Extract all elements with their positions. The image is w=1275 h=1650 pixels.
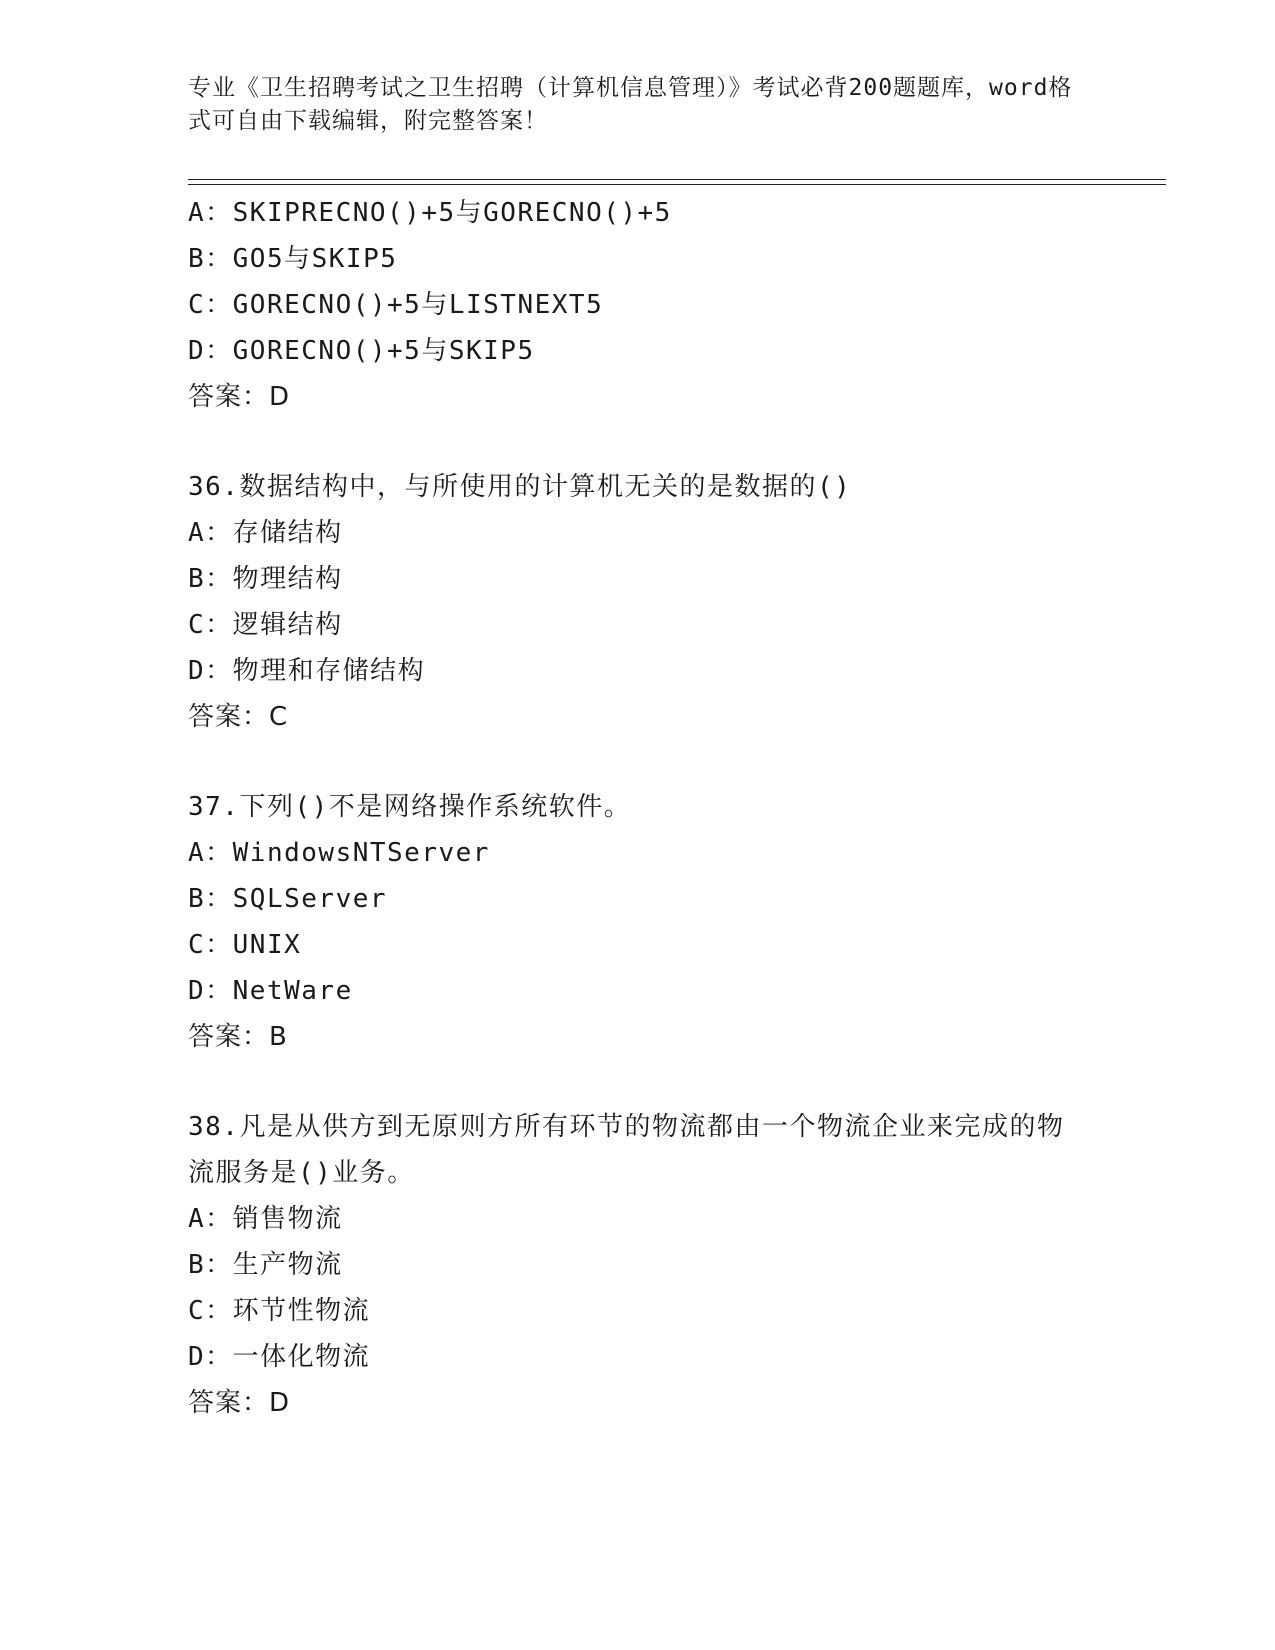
option-b: B：GO5与SKIP5 — [188, 244, 398, 274]
option-d: D：一体化物流 — [188, 1342, 371, 1372]
option-c: C：UNIX — [188, 930, 302, 960]
option-a: A：存储结构 — [188, 518, 343, 548]
option-a: A：WindowsNTServer — [188, 838, 490, 868]
option-b: B：生产物流 — [188, 1250, 343, 1280]
question-text: 38.凡是从供方到无原则方所有环节的物流都由一个物流企业来完成的物流服务是()业务。 — [188, 1112, 1065, 1188]
answer: 答案：D — [188, 1388, 291, 1418]
question-35 — [188, 190, 1168, 420]
option-d: D：GORECNO()+5与SKIP5 — [188, 336, 535, 366]
option-d: D：NetWare — [188, 976, 353, 1006]
answer: 答案：B — [188, 1022, 288, 1052]
option-a: A：SKIPRECNO()+5与GORECNO()+5 — [188, 198, 672, 228]
header-title: 专业《卫生招聘考试之卫生招聘（计算机信息管理）》考试必背200题题库，word格式可自由下载编辑，附完整答案！ — [188, 75, 1073, 134]
option-d: D：物理和存储结构 — [188, 656, 426, 686]
question-36 — [188, 464, 1168, 740]
question-37 — [188, 784, 1168, 1060]
header-divider-top — [188, 179, 1166, 180]
option-a: A：销售物流 — [188, 1204, 343, 1234]
answer: 答案：D — [188, 382, 291, 412]
answer: 答案：C — [188, 702, 289, 732]
question-text: 37.下列()不是网络操作系统软件。 — [188, 792, 632, 822]
option-b: B：物理结构 — [188, 564, 343, 594]
question-list — [188, 190, 1168, 1426]
option-c: C：逻辑结构 — [188, 610, 343, 640]
header-divider-bottom — [188, 184, 1166, 185]
document-header — [188, 72, 1088, 138]
option-c: C：GORECNO()+5与LISTNEXT5 — [188, 290, 604, 320]
question-38 — [188, 1104, 1168, 1426]
option-b: B：SQLServer — [188, 884, 388, 914]
question-text: 36.数据结构中，与所使用的计算机无关的是数据的() — [188, 472, 852, 502]
option-c: C：环节性物流 — [188, 1296, 371, 1326]
